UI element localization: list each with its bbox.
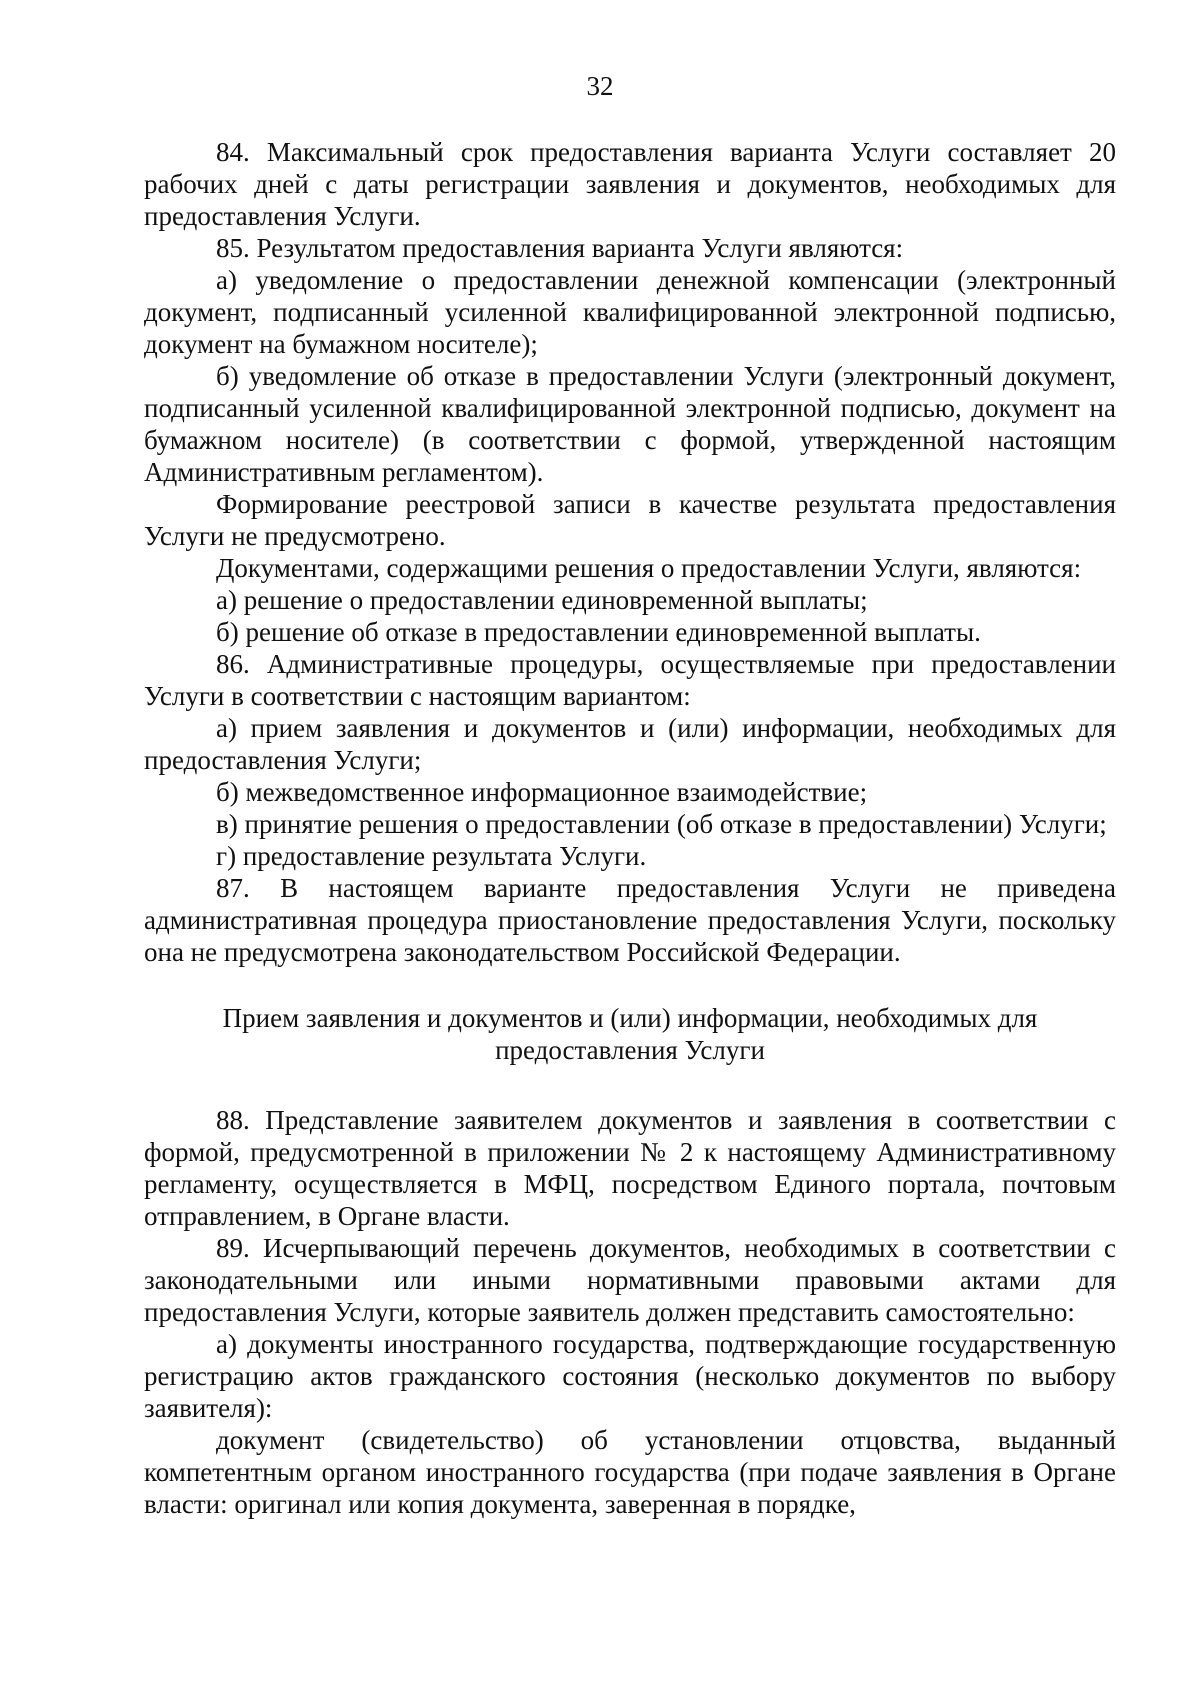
paragraph-85-a: а) уведомление о предоставлении денежной компенсации (электронный документ, подписанный усиленной квалифицированной электронной подписью, документ на бумажном носителе); bbox=[144, 265, 1116, 359]
paragraph-86-b: б) межведомственное информационное взаимодействие; bbox=[216, 777, 868, 807]
paragraph-registry-note: Формирование реестровой записи в качестве результата предоставления Услуги не предусмотрено. bbox=[144, 489, 1116, 551]
paragraph-86-a: а) прием заявления и документов и (или) информации, необходимых для предоставления Услуги; bbox=[144, 713, 1116, 775]
paragraph-decision-b: б) решение об отказе в предоставлении единовременной выплаты. bbox=[216, 617, 981, 647]
paragraph-89-a: а) документы иностранного государства, подтверждающие государственную регистрацию актов гражданского состояния (несколько документов по выбору заявителя): bbox=[144, 1329, 1116, 1423]
paragraph-paternity-document: документ (свидетельство) об установлении отцовства, выданный компетентным органом иностранного государства (при подаче заявления в Органе власти: оригинал или копия документа, заверенная в порядке, bbox=[144, 1425, 1116, 1519]
paragraph-85: 85. Результатом предоставления варианта Услуги являются: bbox=[216, 233, 904, 263]
paragraph-89: 89. Исчерпывающий перечень документов, необходимых в соответствии с законодательными или иными нормативными правовыми актами для предоставления Услуги, которые заявитель должен представить самостоятельно: bbox=[144, 1233, 1116, 1327]
paragraph-decision-documents: Документами, содержащими решения о предоставлении Услуги, являются: bbox=[216, 553, 1082, 583]
section-heading: Прием заявления и документов и (или) информации, необходимых для предоставления Услуги bbox=[222, 1003, 1038, 1065]
paragraph-84: 84. Максимальный срок предоставления варианта Услуги составляет 20 рабочих дней с даты регистрации заявления и документов, необходимых для предоставления Услуги. bbox=[144, 137, 1116, 231]
document-body bbox=[144, 136, 1116, 1520]
paragraph-decision-a: а) решение о предоставлении единовременной выплаты; bbox=[216, 585, 868, 615]
paragraph-86-v: в) принятие решения о предоставлении (об отказе в предоставлении) Услуги; bbox=[216, 809, 1107, 839]
paragraph-86: 86. Административные процедуры, осуществляемые при предоставлении Услуги в соответствии с настоящим вариантом: bbox=[144, 649, 1116, 711]
paragraph-87: 87. В настоящем варианте предоставления Услуги не приведена административная процедура приостановление предоставления Услуги, поскольку она не предусмотрена законодательством Российской Федерации. bbox=[144, 873, 1116, 967]
paragraph-88: 88. Представление заявителем документов и заявления в соответствии с формой, предусмотренной в приложении № 2 к настоящему Административному регламенту, осуществляется в МФЦ, посредством Единого портала, почтовым отправлением, в Органе власти. bbox=[144, 1105, 1116, 1231]
paragraph-85-b: б) уведомление об отказе в предоставлении Услуги (электронный документ, подписанный усиленной квалифицированной электронной подписью, документ на бумажном носителе) (в соответствии с формой, утвержденной настоящим Административным регламентом). bbox=[144, 361, 1116, 487]
paragraph-86-g: г) предоставление результата Услуги. bbox=[216, 841, 647, 871]
page-number: 32 bbox=[586, 71, 614, 101]
